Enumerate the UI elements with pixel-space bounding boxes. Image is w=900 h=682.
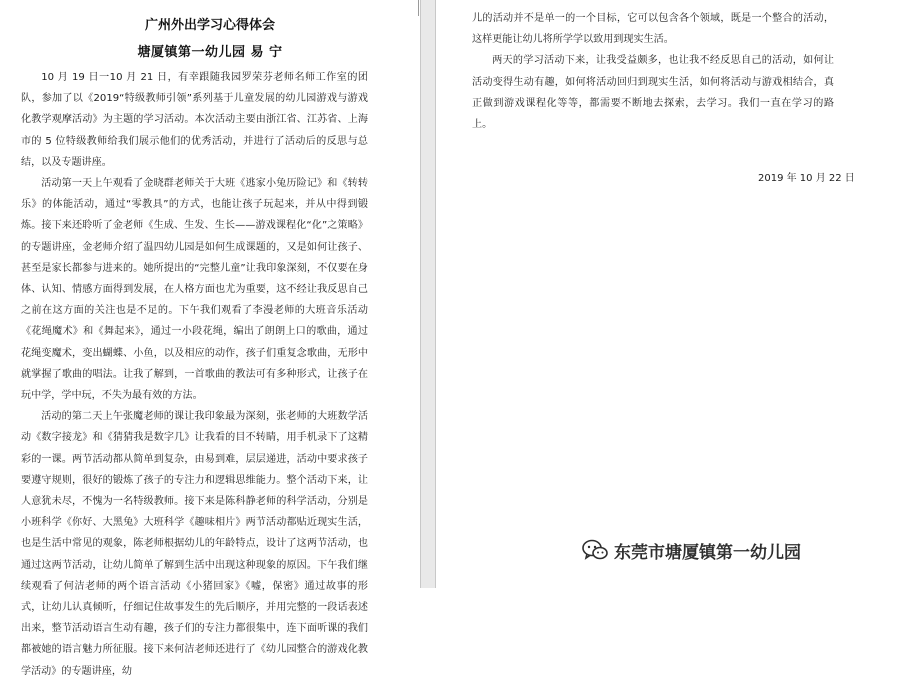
left-page-body bbox=[21, 67, 368, 682]
signature-date: 2019 年 10 月 22 日 bbox=[758, 173, 855, 184]
paragraph: 10 月 19 日一10 月 21 日，有幸跟随我园罗荣芬老师名师工作室的团队，参加了以《2019“特级教师引领”系列基于儿童发展的幼儿园游戏与游戏化教学观摩活动》为主题的学习活动。本次活动主要由浙江省、江苏省、上海市的 5 位特级教师给我们展示他们的优秀活动，并进行了活动后的反思与总结，以及专题讲座。 bbox=[21, 72, 368, 168]
paragraph: 活动的第二天上午张魔老师的课让我印象最为深刻，张老师的大班数学活动《数字接龙》和《猜猜我是数字几》让我看的目不转睛，用手机录下了这精彩的一课。两节活动都从简单到复杂，由易到难，层层递进，活动中要求孩子要遵守规则，很好的锻炼了孩子的专注力和逻辑思维能力。整个活动下来，让人意犹未尽，不愧为一名特级教师。接下来是陈科静老师的科学活动，分别是小班科学《你好、大黑兔》大班科学《趣味相片》两节活动都贴近现实生活，也是生活中常见的观象，陈老师根据幼儿的年龄特点，设计了这两节活动，也通过这两节活动，让幼儿简单了解到生活中出现这种现象的原因。下午我们继续观看了何洁老师的两个语言活动《小猪回家》《嘘，保密》通过故事的形式，让幼儿认真倾听，仔细记住故事发生的先后顺序，并用完整的一段话表述出来，整节活动语言生动有趣，孩子们的专注力都很集中，连下面听课的我们都被她的语言魅力所征服。接下来何洁老师还进行了《幼儿园整合的游戏化教学活动》的专题讲座，幼 bbox=[21, 411, 368, 677]
document-page-right bbox=[436, 0, 900, 588]
paragraph-continued: 儿的活动并不是单一的一个目标，它可以包含各个领域，既是一个整合的活动，这样更能让幼儿将所学学以致用到现实生活。 bbox=[472, 13, 834, 46]
page-gutter bbox=[420, 0, 436, 588]
paragraph: 活动第一天上午观看了金晓群老师关于大班《逃家小兔历险记》和《转转乐》的体能活动，通过“零教具”的方式，也能让孩子玩起来，并从中得到锻炼。接下来还聆听了金老师《生成、生发、生长——游戏课程化“化”之策略》的专题讲座，金老师介绍了温四幼儿园是如何生成课题的，又是如何让孩子、甚至是家长都参与进来的。她所提出的“完整儿童”让我印象深刻，不仅要在身体、认知、情感方面得到发展，在人格方面也尤为重要，这不经让我反思自己之前在这方面的关注也是不足的。下午我们观看了李漫老师的大班音乐活动《花绳魔术》和《舞起来》，通过一小段花绳，编出了朗朗上口的歌曲，通过花绳变魔术，变出蝴蝶、小鱼，以及相应的动作，孩子们重复念歌曲，无形中就掌握了歌曲的唱法。让我了解到，一首歌曲的教法可有多种形式，让孩子在玩中学，学中玩，不失为最有效的方法。 bbox=[21, 178, 368, 402]
watermark-text: 东莞市塘厦镇第一幼儿园 bbox=[614, 542, 801, 563]
document-title: 广州外出学习心得体会 bbox=[144, 18, 275, 33]
document-author: 塘厦镇第一幼儿园 易 宁 bbox=[137, 45, 283, 60]
paragraph: 两天的学习活动下来，让我受益颇多，也让我不经反思自己的活动，如何让活动变得生动有趣，如何将活动回归到现实生活，如何将活动与游戏相结合，真正做到游戏课程化等等，都需要不断地去探索，去学习。我们一直在学习的路上。 bbox=[472, 55, 834, 131]
page-corner-mark bbox=[418, 0, 435, 16]
document-page-left bbox=[0, 0, 420, 677]
watermark bbox=[582, 536, 801, 564]
right-page-body bbox=[472, 8, 834, 135]
wechat-icon bbox=[582, 539, 608, 561]
